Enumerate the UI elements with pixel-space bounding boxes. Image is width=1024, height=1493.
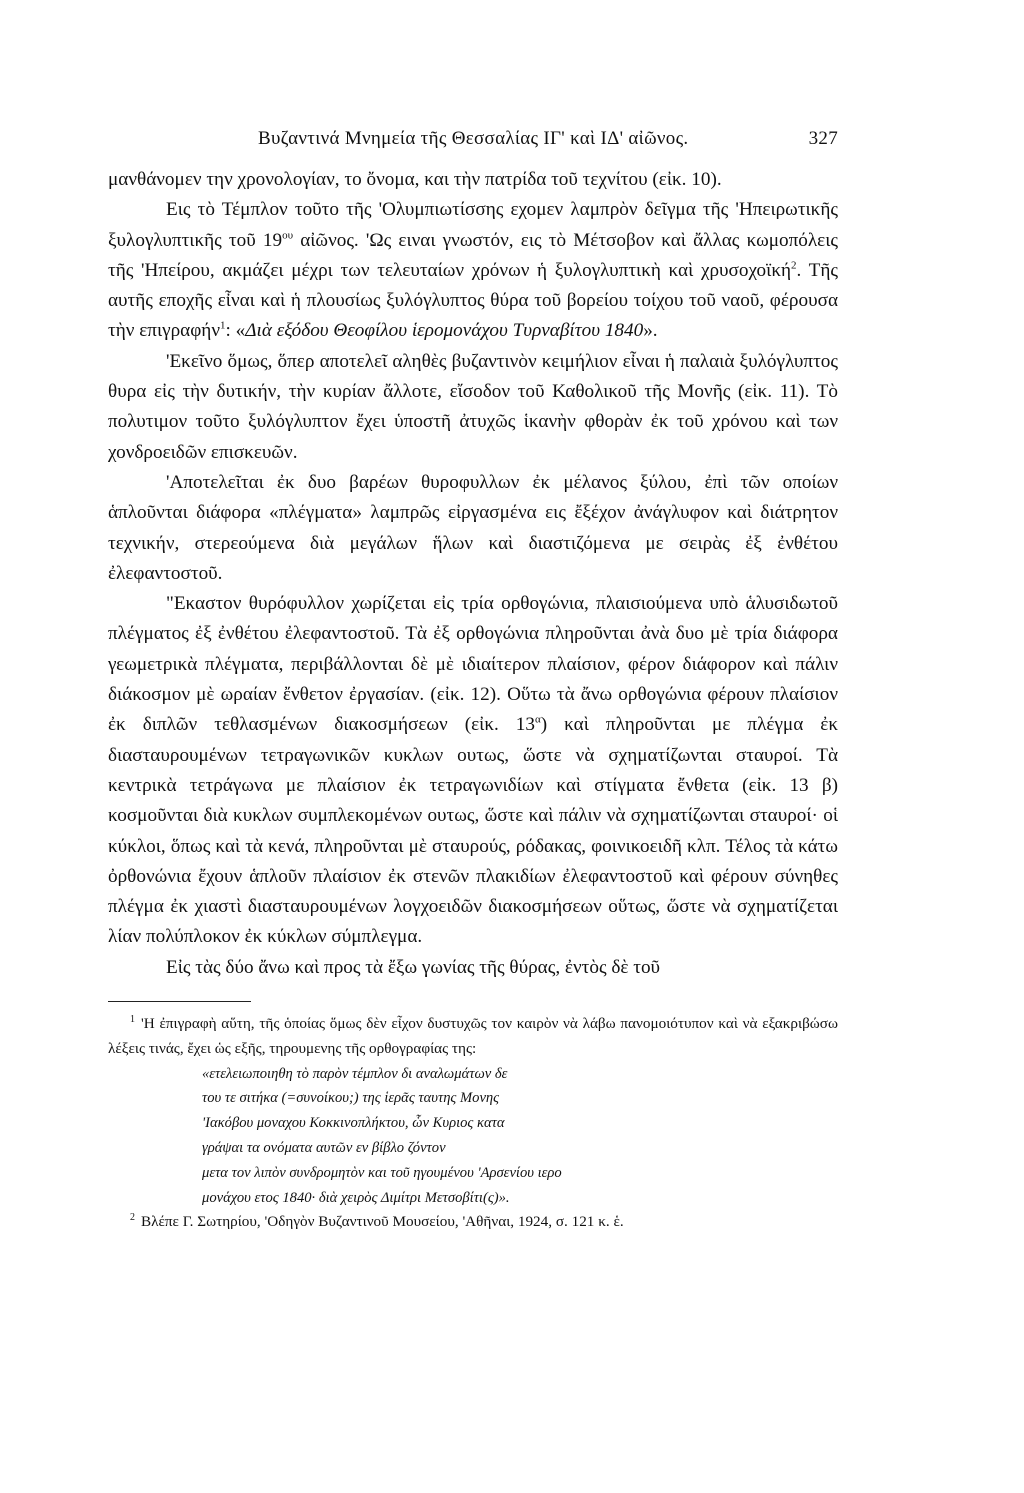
paragraph [108, 165, 838, 195]
paragraph-text: . Τῆς αυτῆς εποχῆς εἶναι καὶ ἡ πλουσίως ξυλόγλυπτος θύρα τοῦ βορείου τοίχου τοῦ ναοῦ, φέρουσα τὴν επιγραφήν [108, 259, 838, 342]
document-page [108, 128, 838, 1235]
footnote-reference: α [535, 713, 541, 726]
paragraph [108, 953, 838, 983]
paragraph-text: Εἰς τὰς δύο ἄνω καὶ προς τὰ ἔξω γωνίας τῆς θύρας, ἐντὸς δὲ τοῦ [166, 956, 661, 978]
paragraph [108, 468, 838, 589]
inscription-line: «ετελειωποιηθη τὸ παρὸν τέμπλον δι αναλωμάτων δε [202, 1065, 508, 1082]
footnote-1-text: 'Η ἐπιγραφὴ αὕτη, τῆς ὁποίας ὅμως δὲν εἶχον δυστυχῶς τον καιρὸν νὰ λάβω πανομοιότυπον καὶ νὰ εξακριβώσω λέξεις τινάς, ἔχει ὡς εξῆς, τηρουμενης τῆς ορθογραφίας της: [108, 1015, 838, 1057]
footnotes [108, 1012, 838, 1235]
footnote-reference: ου [282, 229, 294, 242]
footnote-1 [108, 1012, 838, 1062]
inscription-line: του τε σιτήκα (=συνοίκου;) της ἱερᾶς ταυτης Μονης [202, 1090, 500, 1107]
page-number: 327 [808, 128, 838, 149]
paragraph-text: 'Εκεῖνο ὅμως, ὅπερ αποτελεῖ αληθὲς βυζαντινὸν κειμήλιον εἶναι ἡ παλαιὰ ξυλόγλυπτος θυρα εἰς τὴν δυτικήν, τὴν κυρίαν ἄλλοτε, εἴσοδον τοῦ Καθολικοῦ τῆς Μονῆς (εἰκ. 11). Τὸ πολυτιμον τοῦτο ξυλόγλυπτον ἔχει ὑποστῆ ἀτυχῶς ἱκανὴν φθορὰν ἐκ τοῦ χρόνου καὶ των χονδροειδῶν επισκευῶν. [108, 350, 838, 463]
paragraph-text: : « [225, 320, 246, 342]
paragraph [108, 195, 838, 346]
paragraph-text: ) καὶ πληροῦνται με πλέγμα ἐκ διασταυρουμένων τετραγωνικῶν κυκλων ουτως, ὥστε νὰ σχηματίζωνται σταυροί. Τὰ κεντρικὰ τετράγωνα με πλαίσιον ἐκ τετραγωνιδίων καὶ στίγματα ἔνθετα (εἰκ. 13 β) κοσμοῦνται διὰ κυκλων συμπλεκομένων ουτως, ὥστε καὶ πάλιν νὰ σχηματίζωνται σταυροί· οἱ κύκλοι, ὅπως καὶ τὰ κενά, πληροῦνται μὲ σταυρούς, ρόδακας, φοινικοειδῆ κλπ. Τέλος τὰ κάτω ὀρθονώνια ἔχουν ἁπλοῦν πλαίσιον ἐκ στενῶν πλακιδίων ἐλεφαντοστοῦ καὶ φέρουν σύνηθες πλέγμα ἐκ χιαστὶ διασταυρουμένων λογχοειδῶν διακοσμήσεων οὕτως, ὥστε νὰ σχηματίζεται λίαν πολύπλοκον ἐκ κύκλων σύμπλεγμα. [108, 714, 838, 948]
footnote-divider [108, 1001, 251, 1002]
paragraph [108, 347, 838, 468]
paragraph-text: 'Αποτελεῖται ἐκ δυο βαρέων θυροφυλλων ἐκ μέλανος ξύλου, ἐπὶ τῶν οποίων ἁπλοῦνται διάφορα «πλέγματα» λαμπρῶς εἰργασμένα εις ἔξέχον ἀνάγλυφον καὶ διάτρητον τεχνικήν, στερεούμενα διὰ μεγάλων ἥλων καὶ διαστιζόμενα με σειρὰς ἐξ ἐνθέτου ἐλεφαντοστοῦ. [108, 471, 838, 584]
paragraph-text: μανθάνομεν την χρονολογίαν, το ὄνομα, και τὴν πατρίδα τοῦ τεχνίτου (εἰκ. 10). [108, 169, 722, 190]
paragraph-text: "Εκαστον θυρόφυλλον χωρίζεται εἰς τρία ορθογώνια, πλαισιούμενα υπὸ ἁλυσιδωτοῦ πλέγματος ἐξ ἐνθέτου ἐλεφαντοστοῦ. Τὰ ἐξ ορθογώνια πληροῦνται ἀνὰ δυο μὲ τρία διάφορα γεωμετρικὰ πλέγματα, περιβάλλονται δὲ μὲ ιδιαίτερον πλαίσιον, φέρον διάφορον καὶ πάλιν διάκοσμον μὲ ωραίαν ἔνθετον ἐργασίαν. (εἰκ. 12). Οὕτω τὰ ἄνω ορθογώνια φέρουν πλαίσιον ἐκ διπλῶν τεθλασμένων διακοσμήσεων (εἰκ. 13 [108, 593, 838, 736]
body-text [108, 165, 838, 983]
footnote-reference: 1 [220, 320, 226, 333]
paragraph-text: αἰῶνος. 'Ως ειναι γνωστόν, εις τὸ Μέτσοβον καὶ ἄλλας κωμοπόλεις τῆς 'Ηπείρου, ακμάζει μέχρι των τελευταίων χρόνων ἡ ξυλογλυπτικὴ καὶ χρυσοχοϊκή [108, 229, 838, 281]
footnote-2-text: Βλέπε Γ. Σωτηρίου, 'Οδηγὸν Βυζαντινοῦ Μουσείου, 'Αθῆναι, 1924, σ. 121 κ. ἑ. [141, 1213, 624, 1231]
italic-text: Διὰ εξόδου Θεοφίλου ἱερομονάχου Τυρναβίτου 1840 [245, 320, 644, 342]
inscription-line: 'Ιακόβου μοναχου Κοκκινοπλήκτου, ὧν Κυριος κατα [202, 1115, 505, 1132]
inscription-line: μετα τον λιπὸν συνδρομητὸν και τοῦ ηγουμένου 'Αρσενίου ιερο [202, 1164, 562, 1181]
inscription-line: μονάχου ετος 1840· διὰ χειρὸς Διμίτρι Μετσοβίτι(ς)». [202, 1189, 510, 1206]
footnote-2-mark: 2 [130, 1212, 135, 1224]
inscription-quote [202, 1062, 838, 1211]
running-head [108, 128, 838, 158]
footnote-1-mark: 1 [130, 1013, 135, 1025]
running-head-title: Βυζαντινά Μνημεία τῆς Θεσσαλίας ΙΓ' καὶ ΙΔ' αἰῶνος. [258, 128, 689, 149]
footnote-2 [108, 1210, 838, 1235]
footnote-reference: 2 [791, 259, 797, 272]
paragraph-text: ». [643, 320, 658, 342]
paragraph [108, 589, 838, 953]
inscription-line: γράψαι τα ονόματα αυτῶν εν βίβλο ζόντον [202, 1140, 446, 1156]
paragraph-text: Εις τὸ Τέμπλον τοῦτο τῆς 'Ολυμπιωτίσσης εχομεν λαμπρὸν δεῖγμα τῆς 'Ηπειρωτικῆς ξυλογλυπτικῆς τοῦ 19 [108, 199, 838, 251]
